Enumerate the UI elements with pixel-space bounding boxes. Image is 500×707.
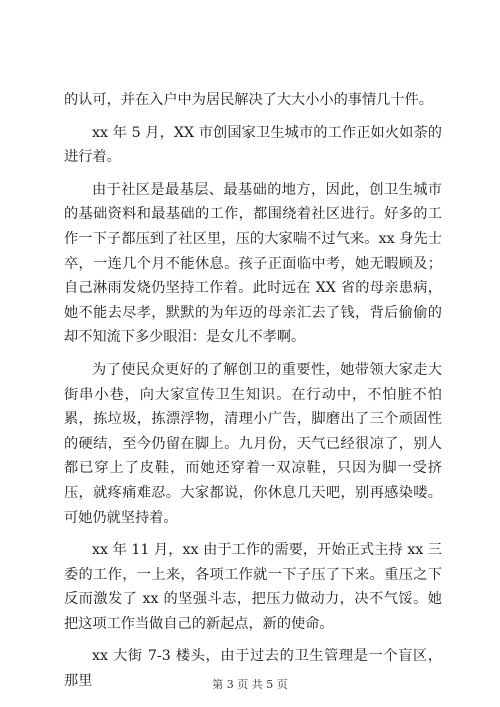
paragraph: xx 大街 7-3 楼头，由于过去的卫生管理是一个盲区，那里: [64, 648, 442, 690]
paragraph: 由于社区是最基层、最基础的地方，因此，创卫生城市的基础资料和最基础的工作，都围绕着社区进行。好多的工作一下子都压到了社区里，压的大家喘不过气来。xx 身先士卒，一连几个月不能休息。孩子正面临中考，她无暇顾及；自己淋雨发烧仍坚持工作着。此时远在 XX 省的母亲患病，她不能去尽孝，默默的为年迈的母亲汇去了钱，背后偷偷的却不知流下多少眼泪：是女儿不孝啊。: [64, 181, 442, 346]
paragraph: 为了使民众更好的了解创卫的重要性，她带领大家走大街串小巷，向大家宣传卫生知识。在行动中，不怕脏不怕累，拣垃圾，拣漂浮物，清理小广告，脚磨出了三个顽固性的硬结，至今仍留在脚上。九月份，天气已经很凉了，别人都已穿上了皮鞋，而她还穿着一双凉鞋，只因为脚一受挤压，就疼痛难忍。大家都说，你休息几天吧，别再感染喽。可她仍就坚持着。: [64, 361, 442, 526]
paragraph: xx 年 5 月，XX 市创国家卫生城市的工作正如火如荼的进行着。: [64, 124, 442, 166]
document-body: [64, 88, 442, 694]
paragraph: xx 年 11 月，xx 由于工作的需要，开始正式主持 xx 三委的工作，一上来，各项工作就一下子压了下来。重压之下反而激发了 xx 的坚强斗志，把压力做动力，决不气馁。她把这项工作当做自己的新起点，新的使命。: [64, 542, 442, 632]
paragraph: 的认可，并在入户中为居民解决了大大小小的事情几十件。: [64, 92, 433, 108]
page-number-footer: 第 3 页 共 5 页: [212, 678, 288, 691]
